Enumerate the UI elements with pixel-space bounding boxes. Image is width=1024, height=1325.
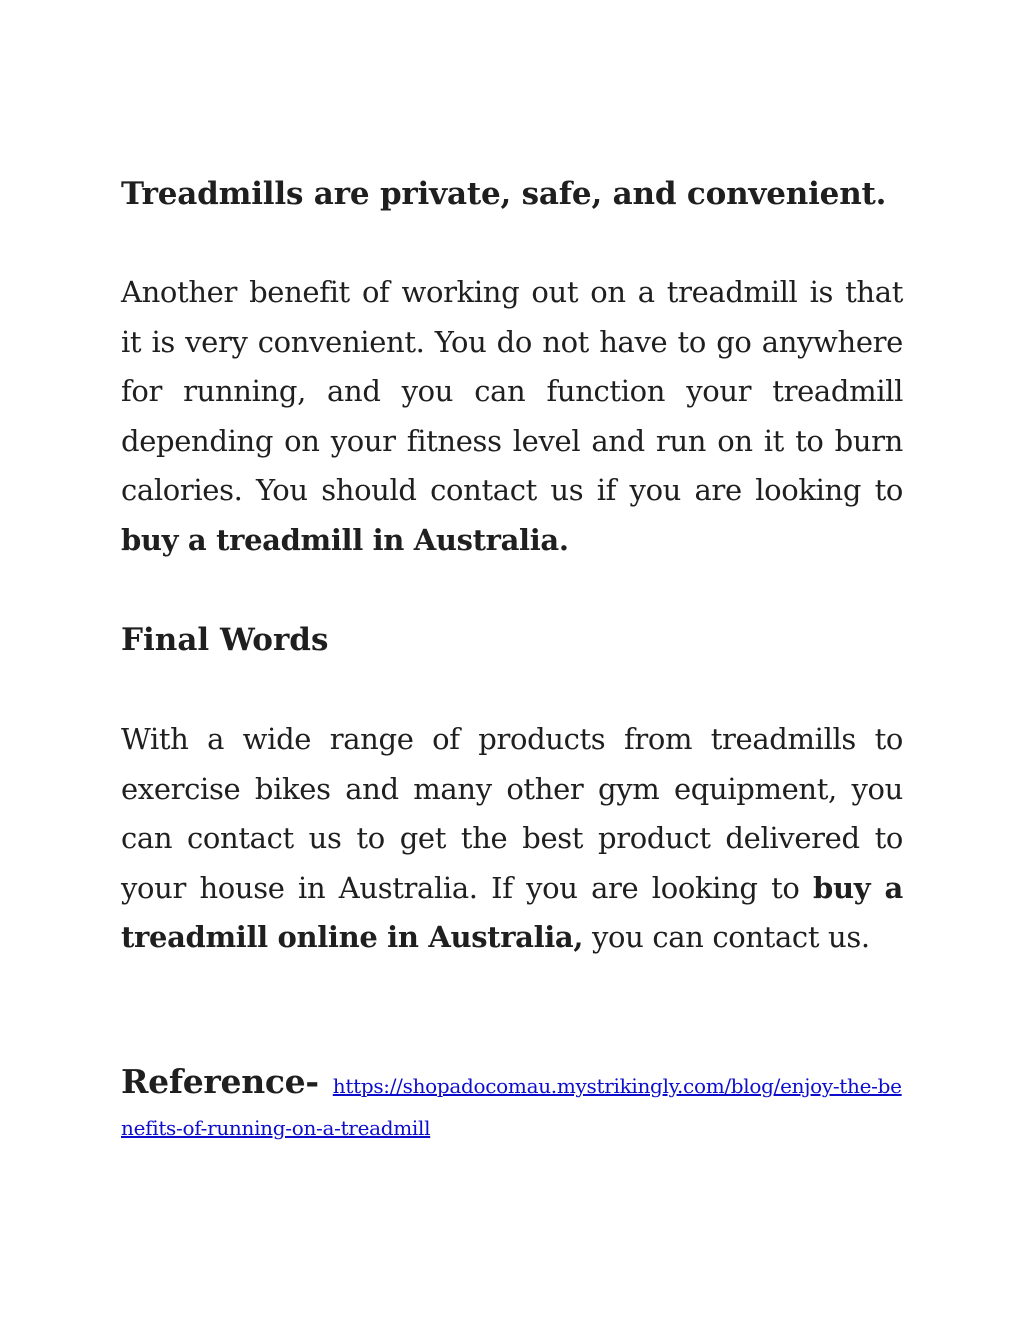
section-heading: Treadmills are private, safe, and convenient. [121,176,887,212]
reference-link[interactable]: https://shopadocomau.mystrikingly.com/blog/enjoy-the-benefits-of-running-on-a-treadmill [121,1074,902,1140]
paragraph-convenience-bold: buy a treadmill in Australia. [121,522,569,557]
paragraph-final-bold: buy a treadmill online in Australia, [121,870,903,955]
paragraph-convenience [121,268,903,566]
paragraph-final-text-after: you can contact us. [583,920,870,955]
reference-block [121,1062,903,1150]
final-words-heading: Final Words [121,622,329,658]
reference-label: Reference- [121,1062,319,1101]
paragraph-convenience-text: Another benefit of working out on a treadmill is that it is very convenient. You do not have to go anywhere for running, and you can function your treadmill depending on your fitness level and run on it to burn calories. You should contact us if you are looking to [121,275,903,508]
paragraph-final-text: With a wide range of products from treadmills to exercise bikes and many other gym equipment, you can contact us to get the best product delivered to your house in Australia. If you are looking to [121,722,903,905]
paragraph-final-words [121,715,903,963]
